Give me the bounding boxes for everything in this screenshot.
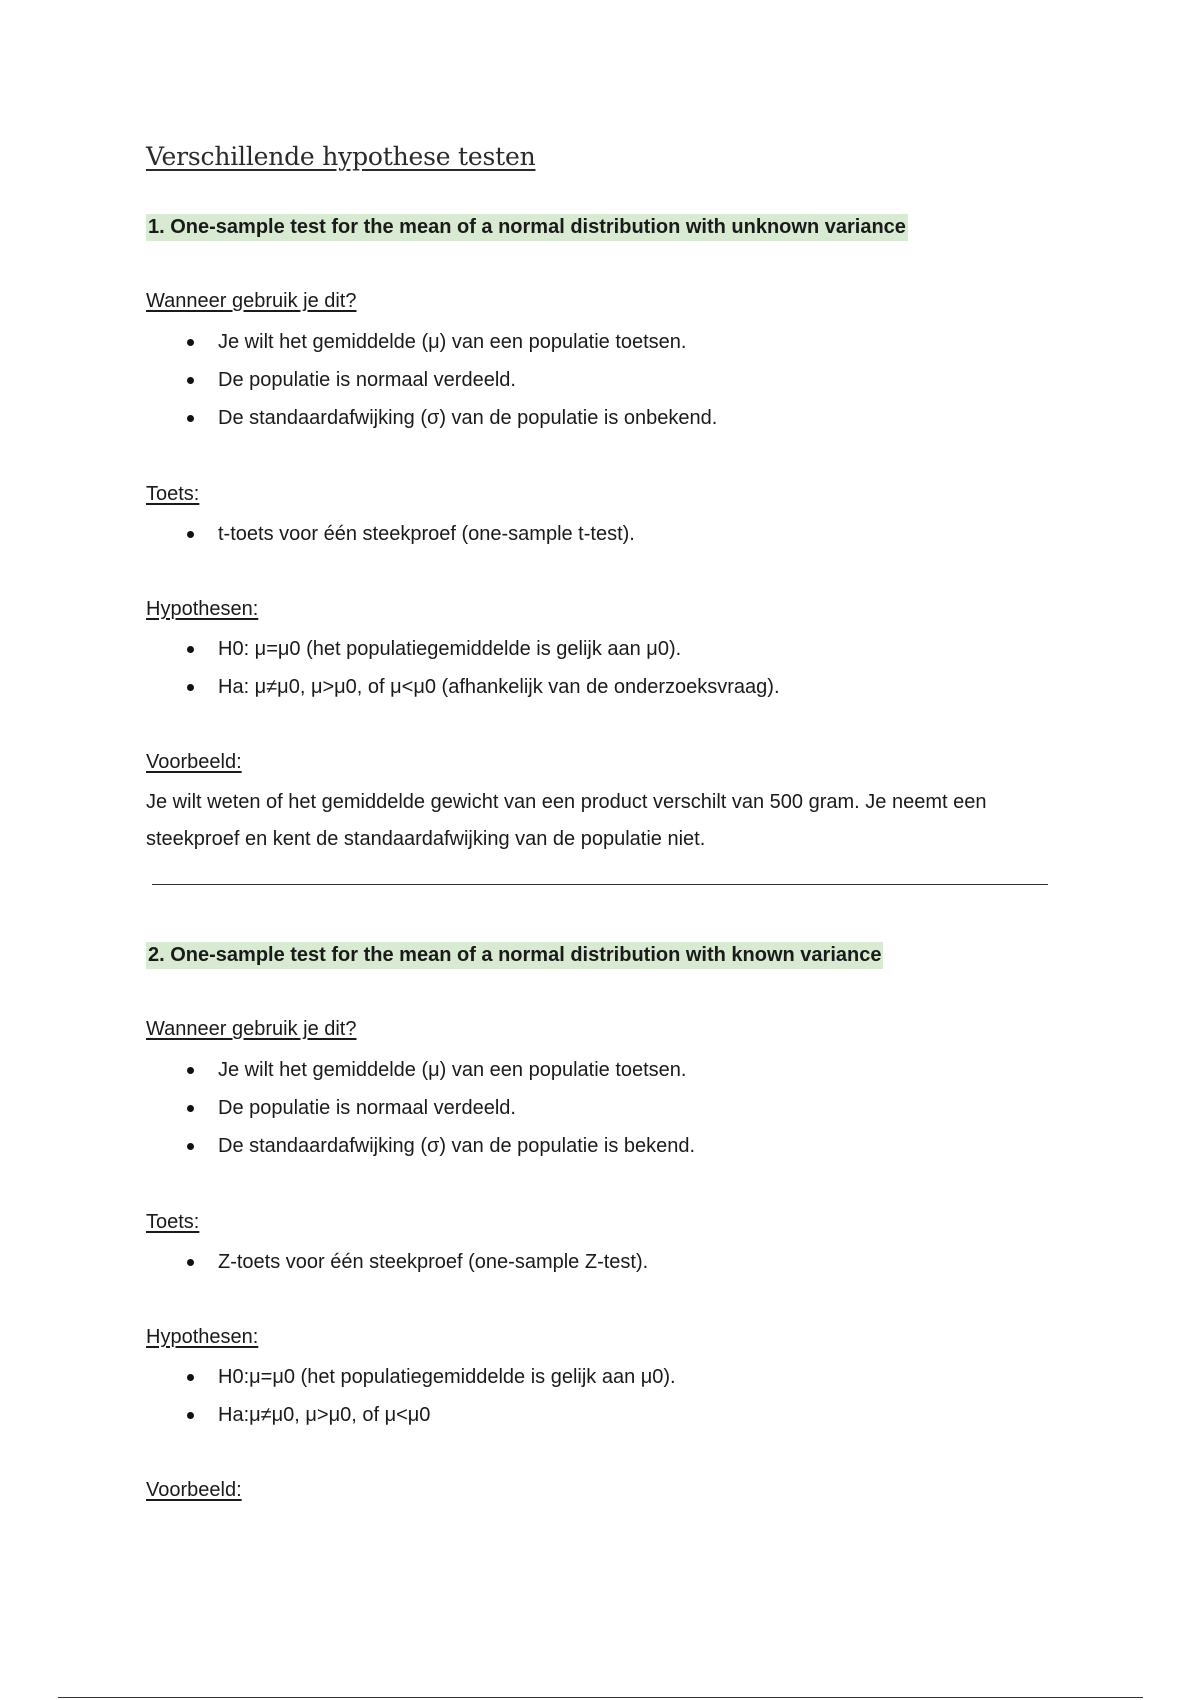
section-2-when-list bbox=[146, 1051, 695, 1165]
section-1-test-label: Toets: bbox=[146, 483, 200, 505]
section-2-hyp-label: Hypothesen: bbox=[146, 1326, 259, 1348]
page-bottom-rule bbox=[58, 1697, 1143, 1698]
section-1-test-list bbox=[146, 515, 635, 553]
section-1-when-list bbox=[146, 323, 717, 437]
section-2-hyp-list bbox=[146, 1358, 676, 1434]
section-2-test-list bbox=[146, 1243, 648, 1281]
list-item: Ha:μ≠μ0, μ>μ0, of μ<μ0 bbox=[146, 1396, 676, 1434]
section-1-when-label: Wanneer gebruik je dit? bbox=[146, 290, 357, 312]
section-1-heading: 1. One-sample test for the mean of a normal distribution with unknown variance bbox=[146, 214, 908, 241]
section-1-example-label: Voorbeeld: bbox=[146, 751, 242, 773]
section-1-hyp-label: Hypothesen: bbox=[146, 598, 259, 620]
list-item: Je wilt het gemiddelde (μ) van een populatie toetsen. bbox=[146, 323, 717, 361]
list-item: De standaardafwijking (σ) van de populatie is bekend. bbox=[146, 1127, 695, 1165]
list-item: De populatie is normaal verdeeld. bbox=[146, 1089, 695, 1127]
list-item: Z-toets voor één steekproef (one-sample Z-test). bbox=[146, 1243, 648, 1281]
section-2-heading: 2. One-sample test for the mean of a normal distribution with known variance bbox=[146, 942, 883, 969]
section-1-hyp-list bbox=[146, 630, 780, 706]
list-item: Je wilt het gemiddelde (μ) van een populatie toetsen. bbox=[146, 1051, 695, 1089]
list-item: De populatie is normaal verdeeld. bbox=[146, 361, 717, 399]
section-2-test-label: Toets: bbox=[146, 1211, 200, 1233]
section-2-when-label: Wanneer gebruik je dit? bbox=[146, 1018, 357, 1040]
list-item: H0:μ=μ0 (het populatiegemiddelde is gelijk aan μ0). bbox=[146, 1358, 676, 1396]
section-1-example-text: Je wilt weten of het gemiddelde gewicht van een product verschilt van 500 gram. Je neemt een steekproef en kent de standaardafwijking van de populatie niet. bbox=[146, 791, 987, 850]
list-item: H0: μ=μ0 (het populatiegemiddelde is gelijk aan μ0). bbox=[146, 630, 780, 668]
list-item: De standaardafwijking (σ) van de populatie is onbekend. bbox=[146, 399, 717, 437]
document-title: Verschillende hypothese testen bbox=[146, 142, 536, 171]
section-2-example-label: Voorbeeld: bbox=[146, 1479, 242, 1501]
list-item: Ha: μ≠μ0, μ>μ0, of μ<μ0 (afhankelijk van de onderzoeksvraag). bbox=[146, 668, 780, 706]
list-item: t-toets voor één steekproef (one-sample t-test). bbox=[146, 515, 635, 553]
section-divider bbox=[152, 884, 1048, 885]
